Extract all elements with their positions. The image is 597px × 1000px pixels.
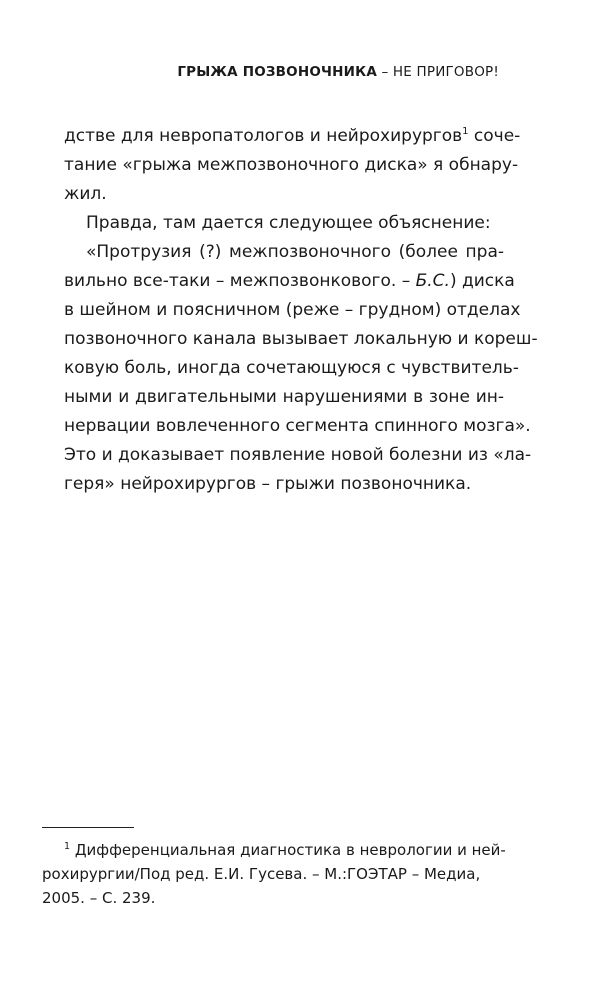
author-initials: Б.С. — [415, 271, 450, 291]
body-line: в шейном и поясничном (реже – грудном) отделах — [64, 300, 521, 320]
footnote — [42, 838, 504, 910]
body-line: Правда, там дается следующее объяснение: — [86, 213, 491, 233]
body-line: «Протрузия (?) межпозвоночного (более пра- — [86, 242, 504, 262]
footnote-line: рохирургии/Под ред. Е.И. Гусева. – М.:ГОЭТАР – Медиа, — [42, 865, 481, 883]
body-line — [64, 267, 515, 296]
footnote-line — [42, 838, 504, 862]
body-line: Это и доказывает появление новой болезни из «ла- — [64, 445, 532, 465]
running-header-subtitle: – НЕ ПРИГОВОР! — [377, 64, 499, 80]
body-line: ковую боль, иногда сочетающуюся с чувствитель- — [64, 358, 519, 378]
footnote-divider — [42, 827, 134, 828]
footnote-reference: 1 — [462, 126, 469, 137]
body-line — [64, 122, 521, 151]
text-fragment: соче- — [468, 126, 521, 146]
body-line: тание «грыжа межпозвоночного диска» я обнару- — [64, 155, 519, 175]
text-fragment: Дифференциальная диагностика в неврологии и ней- — [70, 841, 506, 859]
body-line: жил. — [64, 184, 107, 204]
body-line: ными и двигательными нарушениями в зоне ин- — [64, 387, 504, 407]
body-line: геря» нейрохирургов – грыжи позвоночника. — [64, 474, 472, 494]
running-header-title: ГРЫЖА ПОЗВОНОЧНИКА — [177, 64, 377, 80]
running-header — [177, 64, 499, 80]
body-line: позвоночного канала вызывает локальную и кореш- — [64, 329, 538, 349]
text-fragment: ) диска — [449, 271, 515, 291]
body-text — [64, 122, 538, 499]
footnote-line: 2005. – С. 239. — [42, 889, 156, 907]
body-line: нервации вовлеченного сегмента спинного мозга». — [64, 416, 531, 436]
text-fragment: дстве для невропатологов и нейрохирургов — [64, 126, 463, 146]
footnote-marker: 1 — [64, 841, 71, 852]
text-fragment: вильно все-таки – межпозвонкового. – — [64, 271, 416, 291]
